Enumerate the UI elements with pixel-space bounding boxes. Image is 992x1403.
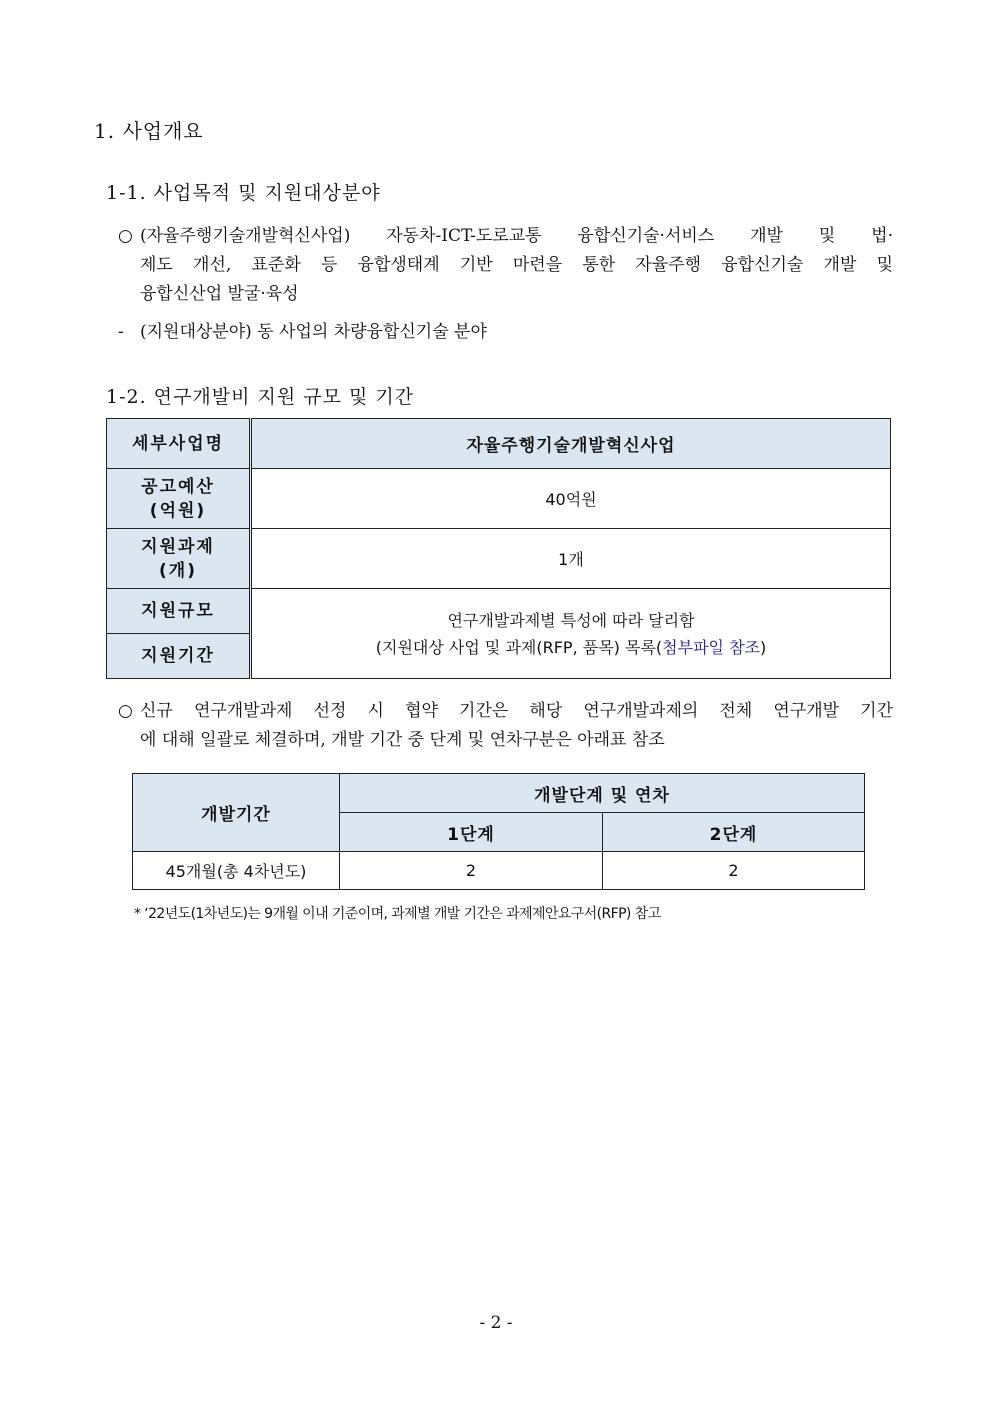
footnote: * ‘22년도(1차년도)는 9개월 이내 기준이며, 과제별 개발 기간은 과제제안요구서(RFP) 참고	[134, 906, 661, 922]
scale-value-line-2: (지원대상 사업 및 과제(RFP, 품목) 목록(첨부파일 참조)	[375, 637, 767, 657]
attachment-reference-link: 첨부파일 참조	[662, 637, 760, 657]
period-label-cell: 지원기간	[107, 634, 251, 679]
dash-bullet: -	[118, 322, 124, 342]
stage-2-value-cell: 2	[603, 852, 865, 890]
circle-bullet: ○	[118, 226, 133, 246]
period-value-cell: 45개월(총 4차년도)	[133, 852, 340, 890]
period-header-cell: 개발기간	[133, 774, 340, 852]
projects-label-line-1: 지원과제	[141, 536, 215, 557]
budget-label-line-1: 공고예산	[141, 476, 215, 497]
circle-bullet: ○	[118, 701, 133, 721]
purpose-line-1: (자율주행기술개발혁신사업) 자동차-ICT-도로교통 융합신기술·서비스 개발 및 법·	[140, 226, 893, 246]
page-number: - 2 -	[479, 1313, 513, 1333]
agreement-line-1: 신규 연구개발과제 선정 시 협약 기간은 해당 연구개발과제의 전체 연구개발 기간	[140, 701, 893, 721]
budget-label-line-2: (억원)	[149, 500, 207, 521]
section-1-heading: 1. 사업개요	[94, 119, 204, 143]
development-stage-table	[132, 773, 865, 890]
purpose-paragraph	[118, 222, 893, 309]
stage-1-value-cell: 2	[340, 852, 603, 890]
header-label-cell: 세부사업명	[107, 419, 251, 469]
projects-label-line-2: (개)	[159, 560, 197, 581]
stage-2-header-cell: 2단계	[603, 813, 865, 852]
purpose-line-3: 융합신산업 발굴·육성	[140, 284, 299, 304]
projects-label-cell	[107, 529, 251, 589]
scale-period-value-cell	[251, 589, 891, 679]
projects-value-cell: 1개	[251, 529, 891, 589]
section-1-2-heading: 1-2. 연구개발비 지원 규모 및 기간	[106, 386, 415, 408]
purpose-line-2: 제도 개선, 표준화 등 융합생태계 기반 마련을 통한 자율주행 융합신기술 개발 및	[140, 255, 893, 275]
target-field-paragraph	[118, 318, 893, 347]
scale-value-line-1: 연구개발과제별 특성에 따라 달리함	[447, 610, 695, 630]
section-1-1-heading: 1-1. 사업목적 및 지원대상분야	[106, 182, 381, 204]
agreement-paragraph	[118, 697, 893, 755]
scale-label-cell: 지원규모	[107, 589, 251, 634]
budget-label-cell	[107, 469, 251, 529]
target-field-line: (지원대상분야) 동 사업의 차량융합신기술 분야	[140, 322, 487, 342]
stage-header-cell: 개발단계 및 연차	[340, 774, 865, 813]
agreement-line-2: 에 대해 일괄로 체결하며, 개발 기간 중 단계 및 연차구분은 아래표 참조	[140, 730, 665, 750]
stage-1-header-cell: 1단계	[340, 813, 603, 852]
support-scale-table	[106, 418, 891, 679]
budget-value-cell: 40억원	[251, 469, 891, 529]
header-value-cell: 자율주행기술개발혁신사업	[251, 419, 891, 469]
